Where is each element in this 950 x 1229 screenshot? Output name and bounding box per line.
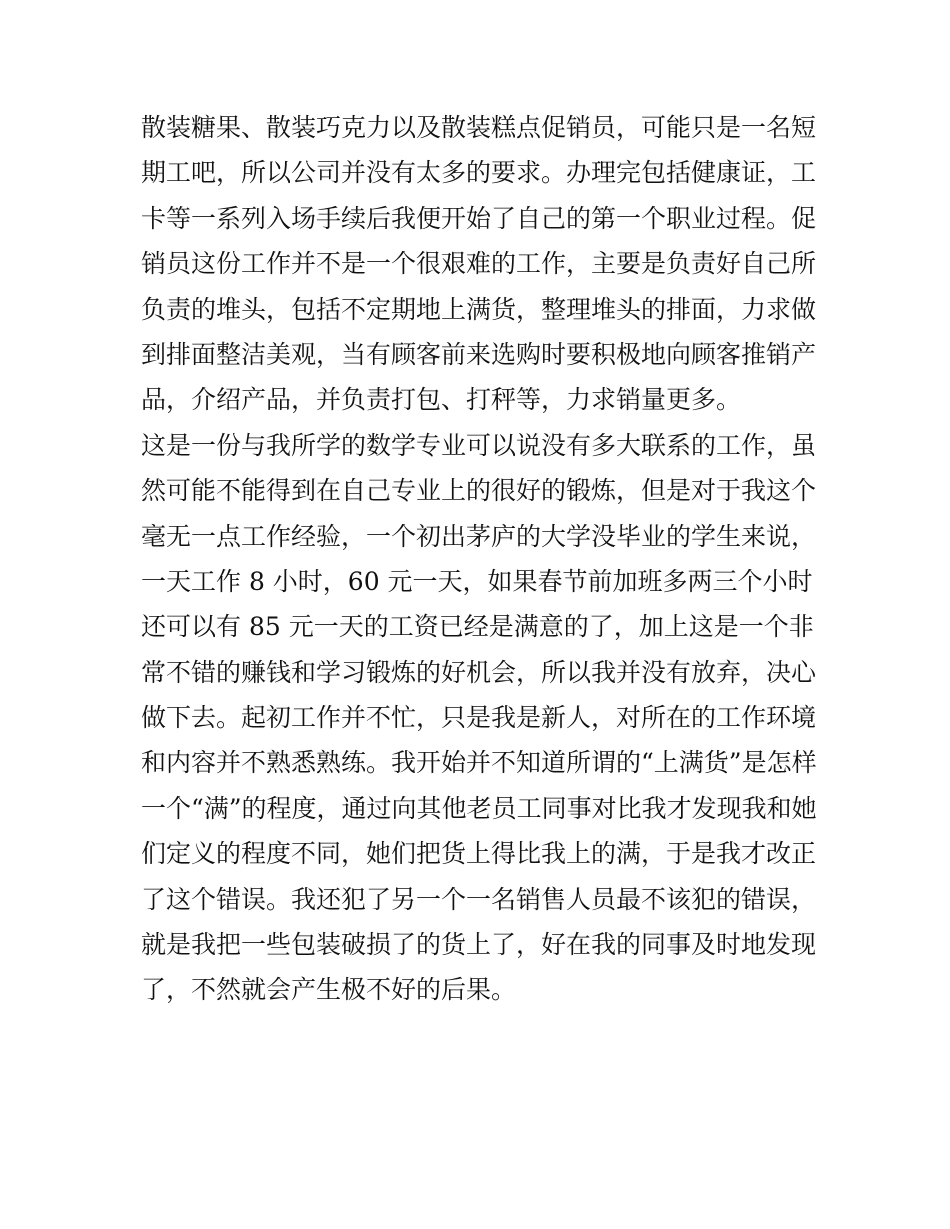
text-line: 了，不然就会产生极不好的后果。	[141, 975, 517, 1005]
text-line: 销员这份工作并不是一个很艰难的工作，主要是负责好自己所	[141, 249, 817, 279]
text-line: 毫无一点工作经验，一个初出茅庐的大学没毕业的学生来说，	[141, 521, 817, 551]
text-line: 一天工作 8 小时，60 元一天，如果春节前加班多两三个小时	[141, 566, 813, 596]
text-line: 散装糖果、散装巧克力以及散装糕点促销员，可能只是一名短	[141, 113, 817, 142]
body-text	[141, 105, 821, 1013]
text-line: 和内容并不熟悉熟练。我开始并不知道所谓的“上满货”是怎样	[141, 748, 817, 778]
text-line: 还可以有 85 元一天的工资已经是满意的了，加上这是一个非	[141, 612, 814, 642]
text-line: 一个“满”的程度，通过向其他老员工同事对比我才发现我和她	[141, 793, 817, 823]
text-line: 了这个错误。我还犯了另一个一名销售人员最不该犯的错误，	[141, 884, 817, 914]
text-line: 就是我把一些包装破损了的货上了，好在我的同事及时地发现	[141, 930, 817, 960]
text-line: 到排面整洁美观，当有顾客前来选购时要积极地向顾客推销产	[141, 339, 817, 369]
text-line: 卡等一系列入场手续后我便开始了自己的第一个职业过程。促	[141, 203, 817, 233]
text-line: 们定义的程度不同，她们把货上得比我上的满，于是我才改正	[141, 839, 817, 869]
text-line: 品，介绍产品，并负责打包、打秤等，力求销量更多。	[141, 385, 742, 415]
text-line: 然可能不能得到在自己专业上的很好的锻炼，但是对于我这个	[141, 476, 817, 506]
text-line: 期工吧，所以公司并没有太多的要求。办理完包括健康证，工	[141, 158, 817, 188]
text-line: 负责的堆头，包括不定期地上满货，整理堆头的排面，力求做	[141, 294, 817, 324]
text-line: 常不错的赚钱和学习锻炼的好机会，所以我并没有放弃，决心	[141, 657, 817, 687]
text-line: 这是一份与我所学的数学专业可以说没有多大联系的工作，虽	[141, 430, 817, 460]
text-line: 做下去。起初工作并不忙，只是我是新人，对所在的工作环境	[141, 703, 817, 733]
